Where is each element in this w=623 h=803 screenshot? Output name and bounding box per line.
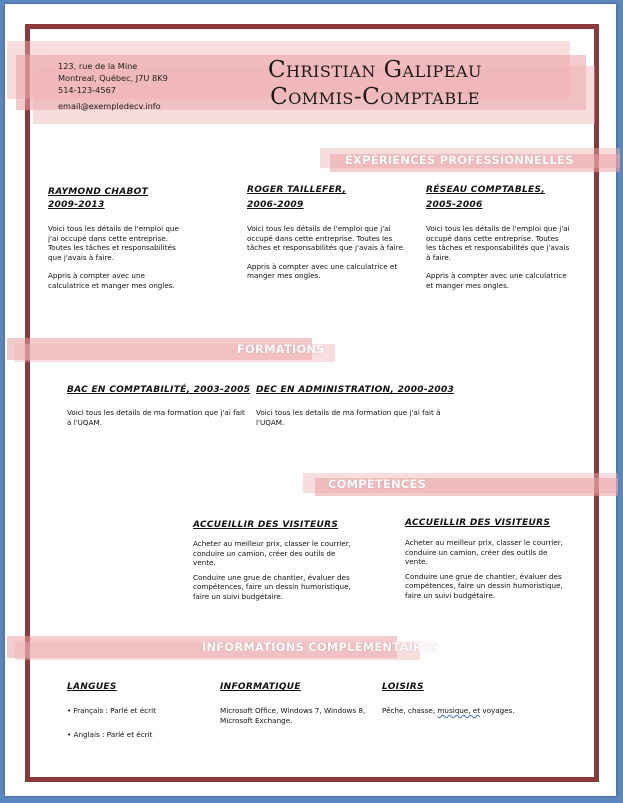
- experience-desc1: Voici tous les détails de l'emploi que j'ai occupé dans cette entreprise. Toutes les tâches et responsabilités que j'avais à faire.: [48, 224, 179, 262]
- experience-description: [48, 224, 183, 300]
- langue-item: • Français : Parlé et écrit: [67, 706, 156, 715]
- experience-description: [426, 224, 571, 300]
- job-title: Commis-Comptable: [270, 84, 480, 110]
- experience-period: 2009-2013: [48, 200, 105, 210]
- formation-description: Voici tous les details de ma formation que j'ai fait à l'UQAM.: [256, 408, 441, 427]
- competence-desc1: Acheter au meilleur prix, classer le courrier, conduire un camion, créer des outils de vente.: [193, 539, 351, 568]
- candidate-name: Christian Galipeau: [267, 57, 483, 83]
- phone: 514-123-4567: [58, 85, 117, 95]
- formation-diploma: BAC EN COMPTABILITÉ, 2003-2005: [67, 385, 251, 395]
- page-border-frame: [25, 24, 599, 782]
- experience-desc1: Voici tous les détails de l'emploi que j'ai occupé dans cette entreprise. Toutes les tâches et responsabilités que j'avais à faire.: [426, 224, 570, 262]
- experience-desc2: Appris à compter avec une calculatrice et manger mes ongles.: [426, 271, 567, 290]
- competence-description: [405, 538, 565, 606]
- loisirs-text-part: Pêche, chasse,: [382, 706, 438, 715]
- experience-employer: ROGER TAILLEFER,: [247, 185, 347, 195]
- address-line1: 123, rue de la Mine: [58, 61, 138, 71]
- experience-period: 2005-2006: [426, 200, 483, 210]
- loisirs-text-part: voyages.: [480, 706, 515, 715]
- experience-employer: RÉSEAU COMPTABLES,: [426, 185, 545, 195]
- experience-period: 2006-2009: [247, 200, 304, 210]
- formation-diploma: DEC EN ADMINISTRATION, 2000-2003: [256, 385, 455, 395]
- langues-heading: LANGUES: [67, 682, 117, 692]
- formation-description: Voici tous les details de ma formation que j'ai fait à l'UQAM.: [67, 408, 245, 427]
- informatique-heading: INFORMATIQUE: [220, 682, 301, 692]
- section-title-infos: INFORMATIONS COMPLÉMENTAIRES: [202, 640, 439, 654]
- resume-title: [230, 57, 520, 111]
- loisirs-text: [382, 706, 542, 716]
- email: email@exempledecv.info: [58, 101, 161, 111]
- experience-description: [247, 224, 410, 290]
- competence-heading: ACCUEILLIR DES VISITEURS: [405, 518, 551, 528]
- informatique-text: Microsoft Office, Windows 7, Windows 8, Microsoft Exchange.: [220, 706, 366, 725]
- experience-desc2: Appris à compter avec une calculatrice et manger mes ongles.: [247, 261, 398, 281]
- experience-desc1: Voici tous les détails de l'emploi que j'ai occupé dans cette entreprise. Toutes les tâches et responsabilités que j'avais à faire.: [247, 224, 406, 253]
- langues-list: [67, 706, 207, 748]
- loisirs-heading: LOISIRS: [382, 682, 424, 692]
- section-title-competences: COMPÉTENCES: [328, 477, 427, 491]
- experience-desc2: Appris à compter avec une calculatrice et manger mes ongles.: [48, 271, 175, 290]
- contact-info: [58, 60, 168, 112]
- competence-heading: ACCUEILLIR DES VISITEURS: [193, 520, 339, 530]
- competence-desc2: Conduire une grue de chantier, évaluer des compétences, faire un dessin humoristique, faire un suivi budgétaire.: [193, 572, 351, 601]
- spellcheck-marked-text[interactable]: musique, et: [437, 706, 481, 715]
- address-line2: Montreal, Québec, J7U 8K9: [58, 73, 168, 83]
- document-page: [5, 4, 616, 796]
- competence-description: [193, 539, 353, 607]
- section-title-experiences: EXPÉRIENCES PROFESSIONNELLES: [345, 153, 574, 167]
- experience-employer: RAYMOND CHABOT: [48, 187, 149, 197]
- section-title-formations: FORMATIONS: [237, 342, 325, 356]
- competence-desc1: Acheter au meilleur prix, classer le courrier, conduire un camion, créer des outils de vente.: [405, 538, 563, 567]
- competence-desc2: Conduire une grue de chantier, évaluer des compétences, faire un dessin humoristique, faire un suivi budgétaire.: [405, 571, 563, 600]
- langue-item: • Anglais : Parlé et écrit: [67, 729, 153, 739]
